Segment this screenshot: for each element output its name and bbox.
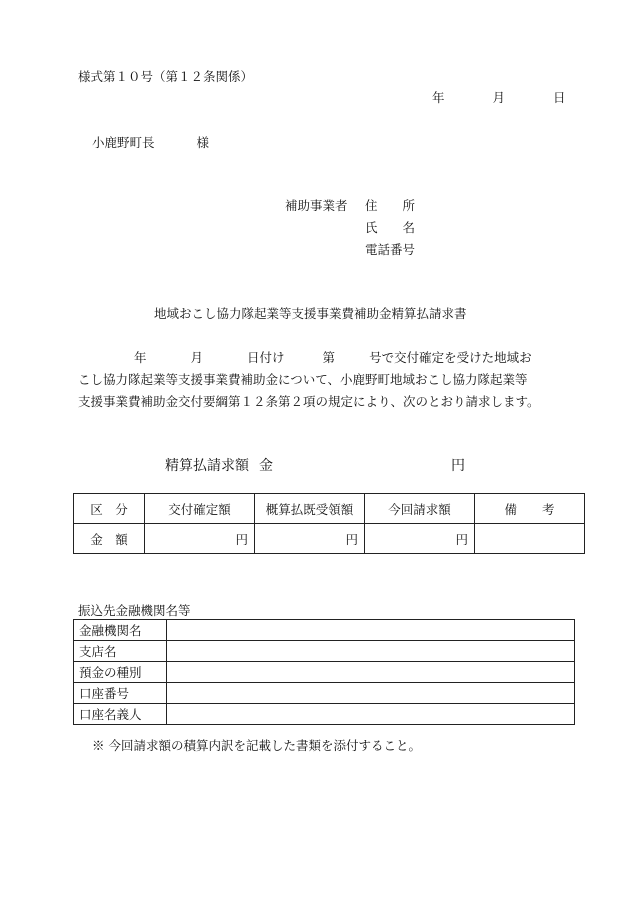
body-month: 月 <box>190 350 204 365</box>
body-line-1 <box>78 347 578 369</box>
deposit-type-label: 預金の種別 <box>74 662 167 683</box>
amount-table <box>73 493 585 554</box>
account-holder-field[interactable] <box>167 704 575 725</box>
bank-row <box>74 662 575 683</box>
form-number: 様式第１０号（第１２条関係） <box>78 69 254 84</box>
received-amount-cell[interactable]: 円 <box>255 524 365 554</box>
bank-row <box>74 704 575 725</box>
confirmed-amount-cell[interactable]: 円 <box>145 524 255 554</box>
header-category: 区 分 <box>74 494 145 524</box>
bank-row <box>74 641 575 662</box>
bank-row <box>74 683 575 704</box>
addressee-honorific: 様 <box>196 135 210 150</box>
header-current: 今回請求額 <box>365 494 475 524</box>
body-line-3: 支援事業費補助金交付要綱第１２条第２項の規定により、次のとおり請求します。 <box>78 394 540 409</box>
account-holder-label: 口座名義人 <box>74 704 167 725</box>
deposit-type-field[interactable] <box>167 662 575 683</box>
phone-label: 電話番号 <box>365 242 416 257</box>
amount-table-header <box>74 494 585 524</box>
body-text <box>78 347 578 413</box>
body-line-2: こし協力隊起業等支援事業費補助金について、小鹿野町地域おこし協力隊起業等 <box>78 372 528 387</box>
claim-yen: 円 <box>451 458 465 474</box>
bank-caption: 振込先金融機関名等 <box>78 603 191 618</box>
body-line-1-rest: 号で交付確定を受けた地域お <box>369 350 532 365</box>
body-year: 年 <box>134 350 147 365</box>
attachment-note: ※ 今回請求額の積算内訳を記載した書類を添付すること。 <box>92 738 421 753</box>
amount-table-row <box>74 524 585 554</box>
branch-label: 支店名 <box>74 641 167 662</box>
document-title: 地域おこし協力隊起業等支援事業費補助金精算払請求書 <box>154 306 467 321</box>
body-dai: 第 <box>322 350 336 365</box>
claim-amount <box>165 455 465 475</box>
date-line <box>432 88 566 106</box>
applicant-label: 補助事業者 <box>285 198 348 213</box>
name-label: 氏 名 <box>365 220 416 235</box>
row-label: 金 額 <box>74 524 145 554</box>
current-amount-cell[interactable]: 円 <box>365 524 475 554</box>
addressee-name: 小鹿野町長 <box>92 135 155 150</box>
header-remarks: 備 考 <box>475 494 585 524</box>
body-date: 日付け <box>247 350 285 365</box>
bank-name-label: 金融機関名 <box>74 620 167 641</box>
bank-table <box>73 619 575 725</box>
bank-name-field[interactable] <box>167 620 575 641</box>
date-day: 日 <box>553 90 566 105</box>
bank-row <box>74 620 575 641</box>
account-number-field[interactable] <box>167 683 575 704</box>
remarks-cell[interactable] <box>475 524 585 554</box>
branch-field[interactable] <box>167 641 575 662</box>
date-month: 月 <box>492 90 506 105</box>
date-year: 年 <box>432 90 445 105</box>
addressee <box>92 133 209 151</box>
account-number-label: 口座番号 <box>74 683 167 704</box>
address-label: 住 所 <box>365 198 416 213</box>
claim-kin: 金 <box>259 458 273 474</box>
header-received: 概算払既受領額 <box>255 494 365 524</box>
header-confirmed: 交付確定額 <box>145 494 255 524</box>
claim-label: 精算払請求額 <box>165 458 249 474</box>
